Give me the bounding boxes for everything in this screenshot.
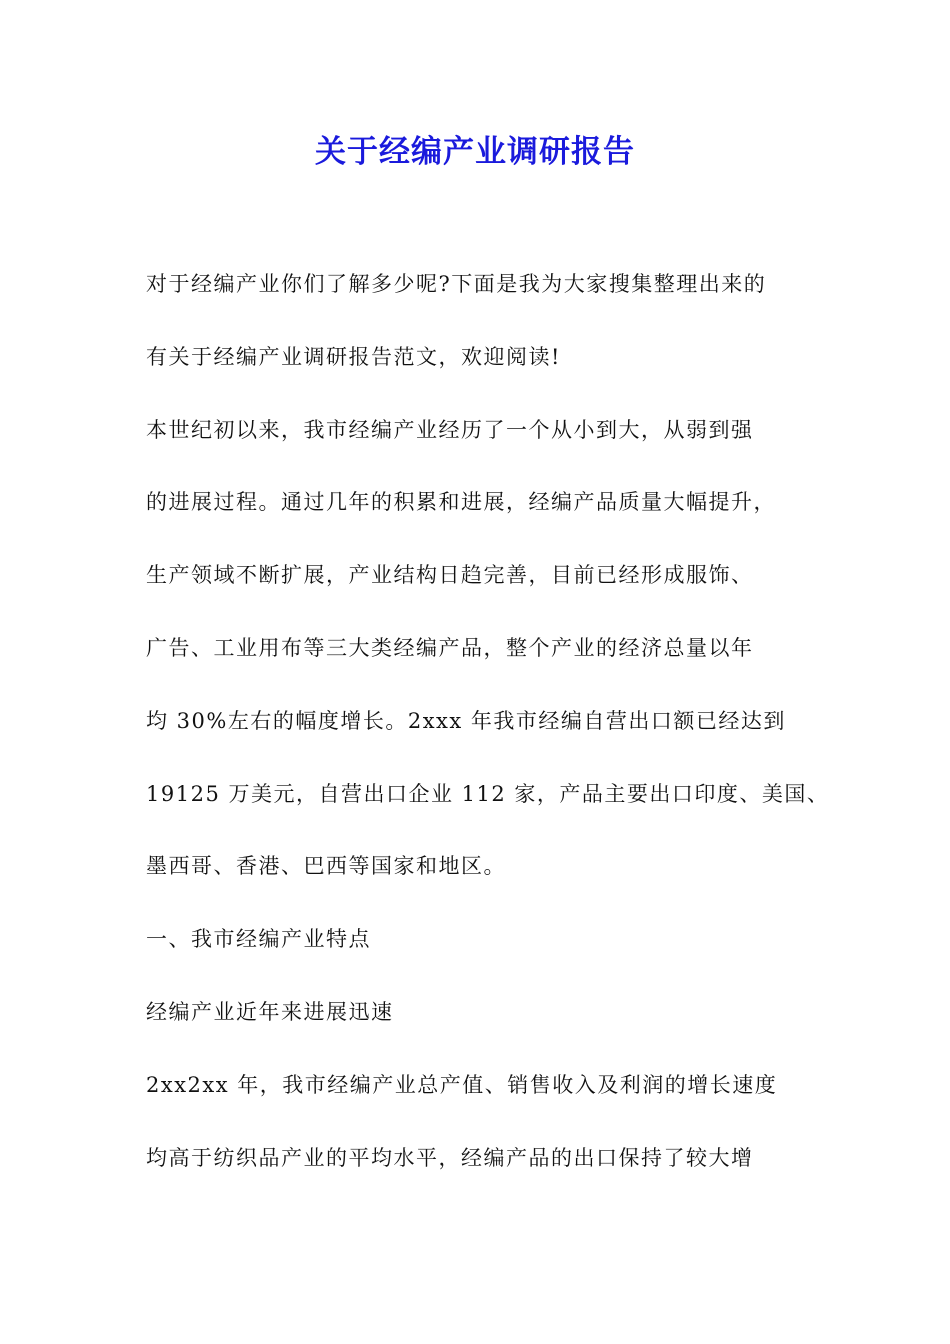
page-title: 关于经编产业调研报告	[315, 134, 635, 170]
paragraph-line-4: 的进展过程。通过几年的积累和进展，经编产品质量大幅提升，	[146, 490, 776, 515]
paragraph-line-7: 均 30%左右的幅度增长。2xxx 年我市经编自营出口额已经达到	[146, 708, 786, 733]
paragraph-line-9: 墨西哥、香港、巴西等国家和地区。	[146, 854, 506, 879]
section-heading-1: 一、我市经编产业特点	[146, 927, 371, 952]
paragraph-line-8: 19125 万美元，自营出口企业 112 家，产品主要出口印度、美国、	[146, 781, 830, 806]
paragraph-line-2: 有关于经编产业调研报告范文，欢迎阅读!	[146, 344, 561, 369]
paragraph-line-1: 对于经编产业你们了解多少呢?下面是我为大家搜集整理出来的	[146, 272, 767, 296]
paragraph-line-11: 均高于纺织品产业的平均水平，经编产品的出口保持了较大增	[146, 1145, 754, 1170]
subsection-heading-1: 经编产业近年来进展迅速	[146, 999, 394, 1024]
paragraph-line-10: 2xx2xx 年，我市经编产业总产值、销售收入及利润的增长速度	[146, 1072, 778, 1097]
paragraph-line-6: 广告、工业用布等三大类经编产品，整个产业的经济总量以年	[146, 635, 754, 660]
document-body	[146, 258, 836, 1204]
paragraph-line-5: 生产领域不断扩展，产业结构日趋完善，目前已经形成服饰、	[146, 563, 754, 588]
paragraph-line-3: 本世纪初以来，我市经编产业经历了一个从小到大，从弱到强	[146, 417, 754, 442]
